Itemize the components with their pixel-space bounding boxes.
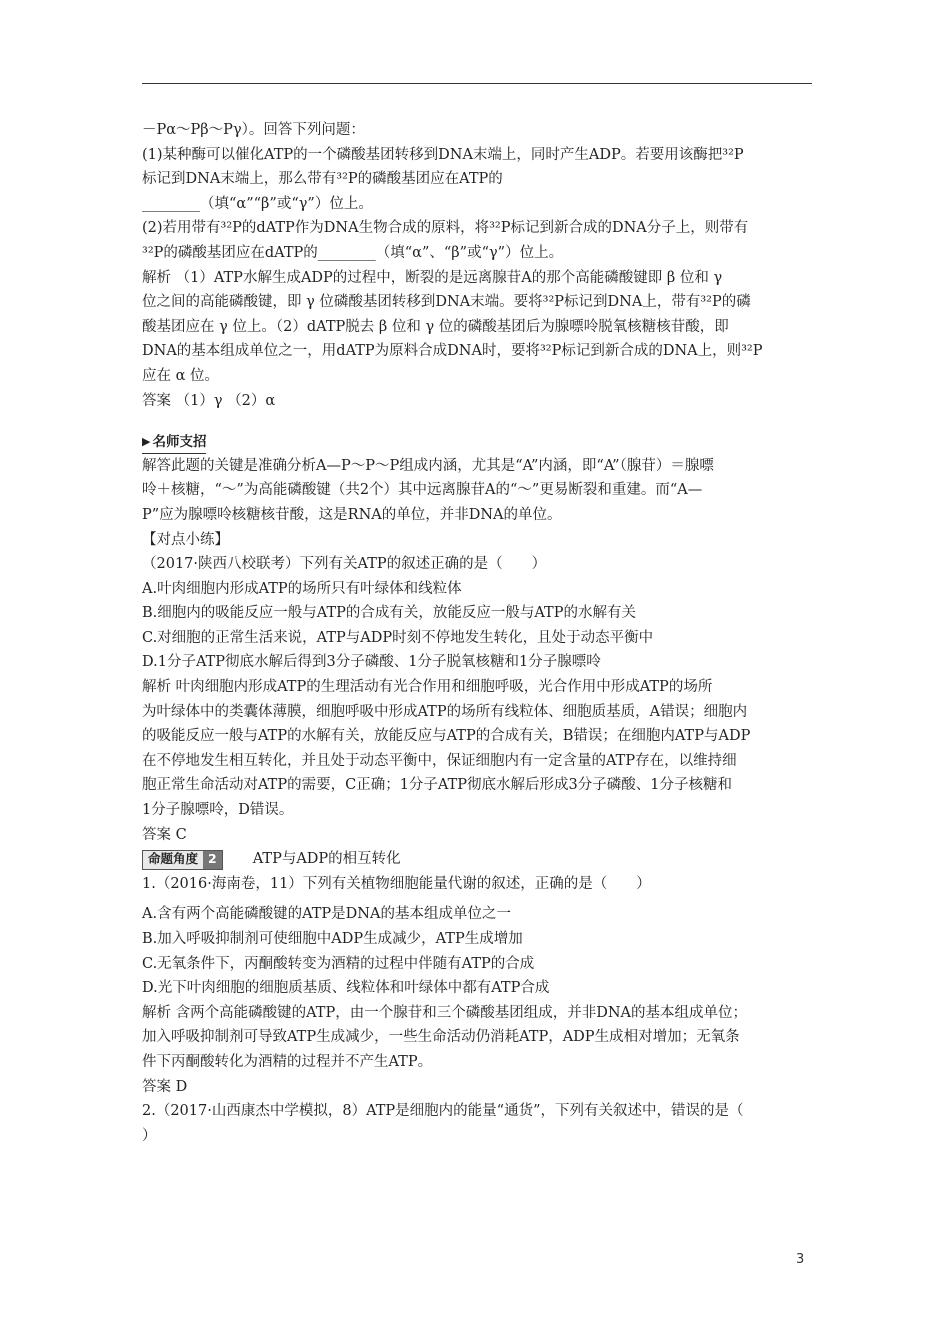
text-line: D.1分子ATP彻底水解后得到3分子磷酸、1分子脱氧核糖和1分子腺嘌呤 bbox=[142, 654, 601, 671]
question-1-options-block bbox=[142, 902, 812, 1148]
text-line: 的吸能反应一般与ATP的水解有关，放能反应与ATP的合成有关，B错误；在细胞内ATP与ADP bbox=[142, 728, 751, 745]
text-line: 加入呼吸抑制剂可导致ATP生成减少，一些生命活动仍消耗ATP，ADP生成相对增加；无氧条 bbox=[142, 1029, 740, 1046]
topic-angle-title: ATP与ADP的相互转化 bbox=[252, 851, 401, 868]
text-line: 解答此题的关键是准确分析A—P～P～P组成内涵，尤其是“A”内涵，即“A”（腺苷）＝腺嘌 bbox=[142, 457, 714, 474]
text-line: B.细胞内的吸能反应一般与ATP的合成有关，放能反应一般与ATP的水解有关 bbox=[142, 605, 636, 622]
tip-and-practice-block bbox=[142, 454, 812, 848]
text-line: 在不停地发生相互转化，并且处于动态平衡中，保证细胞内有一定含量的ATP存在，以维持细 bbox=[142, 752, 737, 769]
question-analysis-block bbox=[142, 118, 812, 413]
text-line: 酸基团应在 γ 位上。（2）dATP脱去 β 位和 γ 位的磷酸基团后为腺嘌呤脱氧核糖核苷酸，即 bbox=[142, 318, 729, 335]
text-line: 应在 α 位。 bbox=[142, 367, 220, 384]
text-line: C.无氧条件下，丙酮酸转变为酒精的过程中伴随有ATP的合成 bbox=[142, 955, 535, 972]
text-line: C.对细胞的正常生活来说，ATP与ADP时刻不停地发生转化，且处于动态平衡中 bbox=[142, 629, 654, 646]
text-line: 解析 叶肉细胞内形成ATP的生理活动有光合作用和细胞呼吸，光合作用中形成ATP的场所 bbox=[142, 679, 713, 696]
text-line: 1分子腺嘌呤，D错误。 bbox=[142, 802, 294, 819]
tip-label: 名师支招 bbox=[152, 434, 207, 451]
text-line: D.光下叶肉细胞的细胞质基质、线粒体和叶绿体中都有ATP合成 bbox=[142, 980, 550, 997]
text-line: B.加入呼吸抑制剂可使细胞中ADP生成减少，ATP生成增加 bbox=[142, 931, 523, 947]
text-line: 答案 （1）γ （2）α bbox=[142, 392, 276, 409]
text-line: P”应为腺嘌呤核糖核苷酸，这是RNA的单位，并非DNA的单位。 bbox=[142, 506, 562, 523]
text-line: (1)某种酶可以催化ATP的一个磷酸基团转移到DNA末端上，同时产生ADP。若要用该酶把³²P bbox=[142, 146, 744, 163]
triangle-icon: ▶ bbox=[142, 435, 151, 449]
tip-heading-row bbox=[142, 429, 812, 454]
header-rule bbox=[142, 83, 812, 84]
topic-angle-label: 命题角度 bbox=[143, 851, 203, 869]
text-line: 位之间的高能磷酸键，即 γ 位磷酸基团转移到DNA末端。要将³²P标记到DNA上，带有³²P的磷 bbox=[142, 294, 751, 311]
text-line: 呤＋核糖，“～”为高能磷酸键（共2个）其中远离腺苷A的“～”更易断裂和重建。而“A— bbox=[142, 482, 703, 499]
text-line: 为叶绿体中的类囊体薄膜，细胞呼吸中形成ATP的场所有线粒体、细胞质基质，A错误；细胞内 bbox=[142, 703, 748, 720]
text-line: 2.（2017·山西康杰中学模拟，8）ATP是细胞内的能量“通货”，下列有关叙述中，错误的是（ bbox=[142, 1103, 744, 1120]
tip-heading bbox=[142, 432, 206, 453]
text-line: ） bbox=[142, 1127, 157, 1144]
text-line: 件下丙酮酸转化为酒精的过程并不产生ATP。 bbox=[142, 1053, 433, 1070]
text-line: ³²P的磷酸基团应在dATP的________（填“α”、“β”或“γ”）位上。 bbox=[142, 244, 564, 261]
topic-angle-row bbox=[142, 847, 812, 872]
text-line: A.含有两个高能磷酸键的ATP是DNA的基本组成单位之一 bbox=[142, 906, 511, 923]
text-line: (2)若用带有³²P的dATP作为DNA生物合成的原料，将³²P标记到新合成的DNA分子上，则带有 bbox=[142, 220, 749, 237]
text-line: DNA的基本组成单位之一，用dATP为原料合成DNA时，要将³²P标记到新合成的DNA上，则³²P bbox=[142, 343, 763, 360]
page-number: 3 bbox=[796, 1252, 805, 1267]
text-line: A.叶肉细胞内形成ATP的场所只有叶绿体和线粒体 bbox=[142, 580, 462, 597]
text-line: ________（填“α”“β”或“γ”）位上。 bbox=[142, 195, 373, 212]
text-line: 胞正常生命活动对ATP的需要，C正确；1分子ATP彻底水解后形成3分子磷酸、1分子核糖和 bbox=[142, 777, 732, 794]
text-line: 答案 C bbox=[142, 826, 187, 843]
text-line: 【对点小练】 bbox=[142, 531, 229, 548]
topic-angle-badge bbox=[142, 850, 223, 870]
text-line: 标记到DNA末端上，那么带有³²P的磷酸基团应在ATP的 bbox=[142, 171, 503, 188]
text-line: －Pα～Pβ～Pγ）。回答下列问题： bbox=[142, 122, 365, 138]
question-1-stem bbox=[142, 872, 812, 897]
text-line: 解析 含两个高能磷酸键的ATP，由一个腺苷和三个磷酸基团组成，并非DNA的基本组成单位； bbox=[142, 1004, 747, 1021]
topic-angle-number: 2 bbox=[203, 851, 222, 869]
text-line: 答案 D bbox=[142, 1078, 188, 1095]
text-line: 1.（2016·海南卷，11）下列有关植物细胞能量代谢的叙述，正确的是（ ） bbox=[142, 875, 651, 892]
text-line: 解析 （1）ATP水解生成ADP的过程中，断裂的是远离腺苷A的那个高能磷酸键即 β 位和 γ bbox=[142, 269, 723, 286]
text-line: （2017·陕西八校联考）下列有关ATP的叙述正确的是（ ） bbox=[142, 556, 547, 573]
page-content bbox=[142, 118, 812, 1148]
